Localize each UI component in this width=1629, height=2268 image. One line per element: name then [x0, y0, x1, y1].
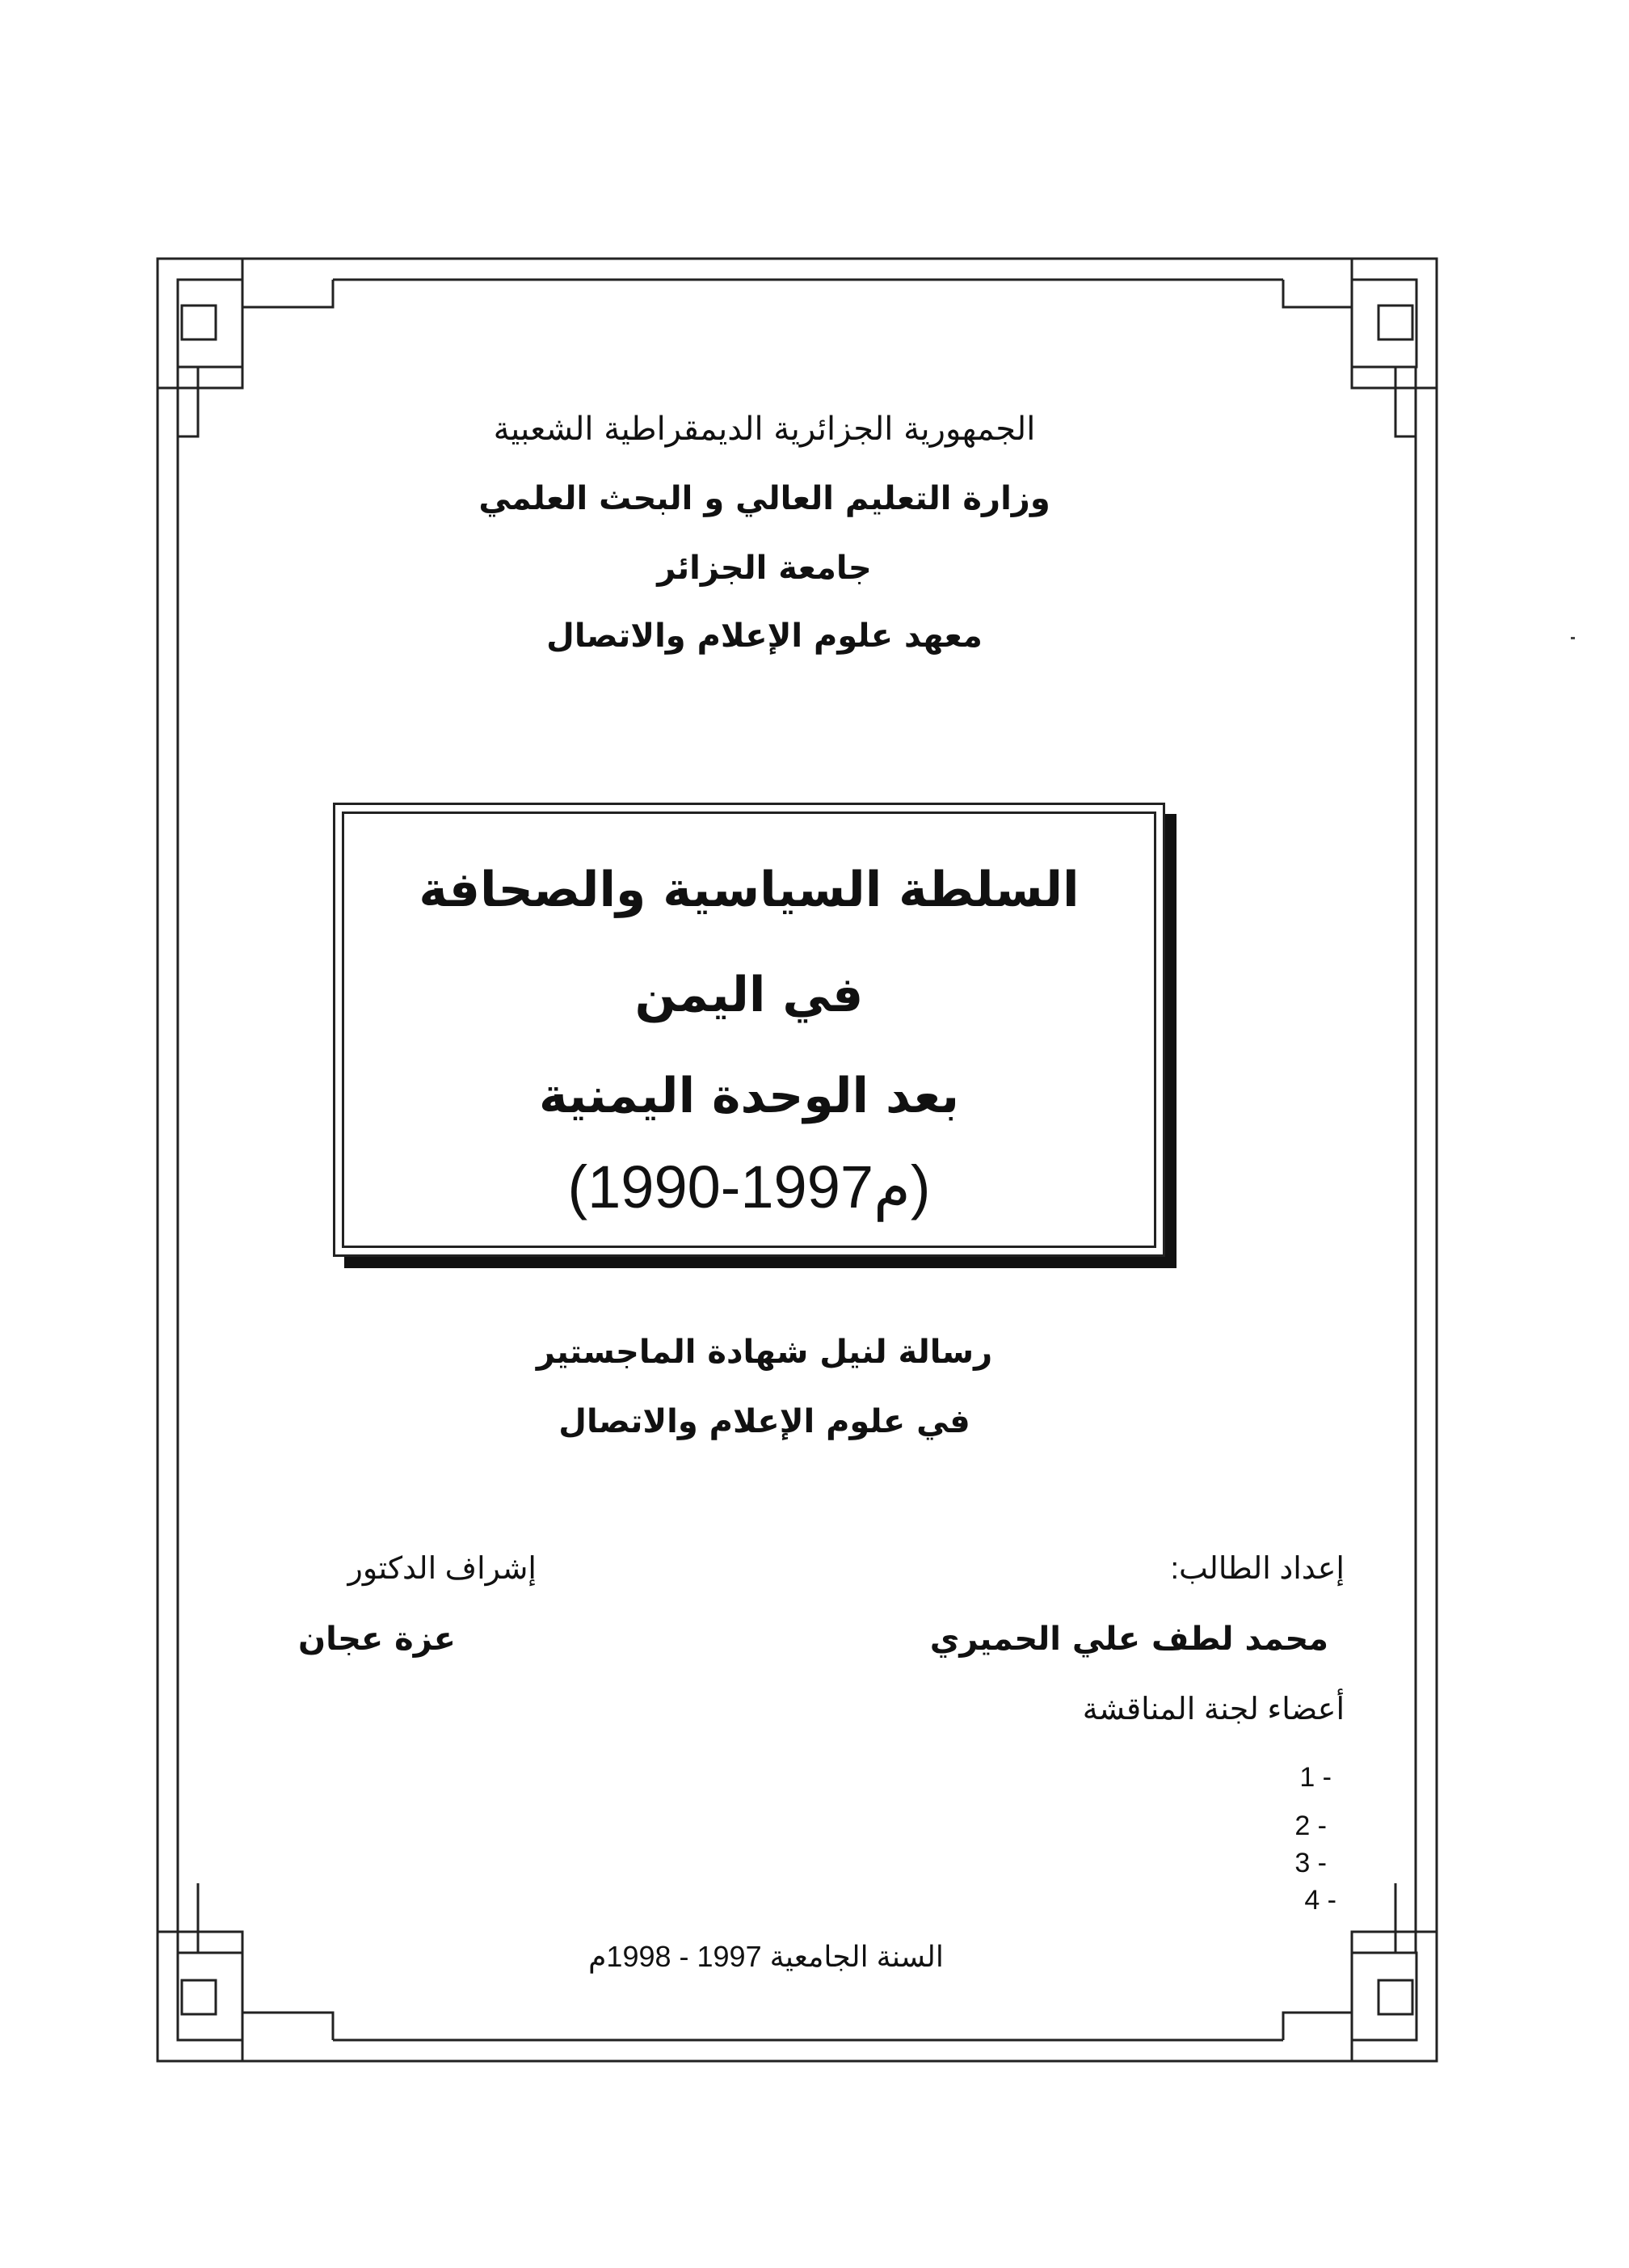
- student-name: محمد لطف علي الحميري: [929, 1621, 1328, 1658]
- republic-name: الجمهورية الجزائرية الديمقراطية الشعبية: [493, 411, 1036, 448]
- committee-member-1: 1 -: [1299, 1762, 1332, 1793]
- degree-purpose: رسالة لنيل شهادة الماجستير: [536, 1334, 993, 1371]
- supervisor-label: إشراف الدكتور: [347, 1552, 537, 1586]
- degree-field: في علوم الإعلام والاتصال: [558, 1403, 970, 1440]
- committee-member-4: 4 -: [1304, 1885, 1336, 1916]
- committee-member-2: 2 -: [1294, 1811, 1327, 1841]
- committee-member-3: 3 -: [1294, 1848, 1327, 1878]
- academic-year: السنة الجامعية 1997 - 1998م: [588, 1940, 944, 1973]
- thesis-title-line-3: بعد الوحدة اليمنية: [538, 1068, 960, 1124]
- thesis-title-line-2: في اليمن: [634, 967, 864, 1023]
- university-name: جامعة الجزائر: [657, 550, 872, 587]
- institute-name: معهد علوم الإعلام والاتصال: [546, 618, 983, 655]
- supervisor-name: عزة عجان: [297, 1621, 456, 1658]
- student-label: إعداد الطالب:: [1170, 1552, 1345, 1586]
- thesis-title-years: (1990-1997م): [567, 1153, 931, 1220]
- committee-label: أعضاء لجنة المناقشة: [1082, 1693, 1345, 1726]
- thesis-title-line-1: السلطة السياسية والصحافة: [419, 862, 1080, 918]
- ministry-name: وزارة التعليم العالي و البحث العلمي: [478, 480, 1050, 517]
- thesis-title-box: [333, 803, 1165, 1257]
